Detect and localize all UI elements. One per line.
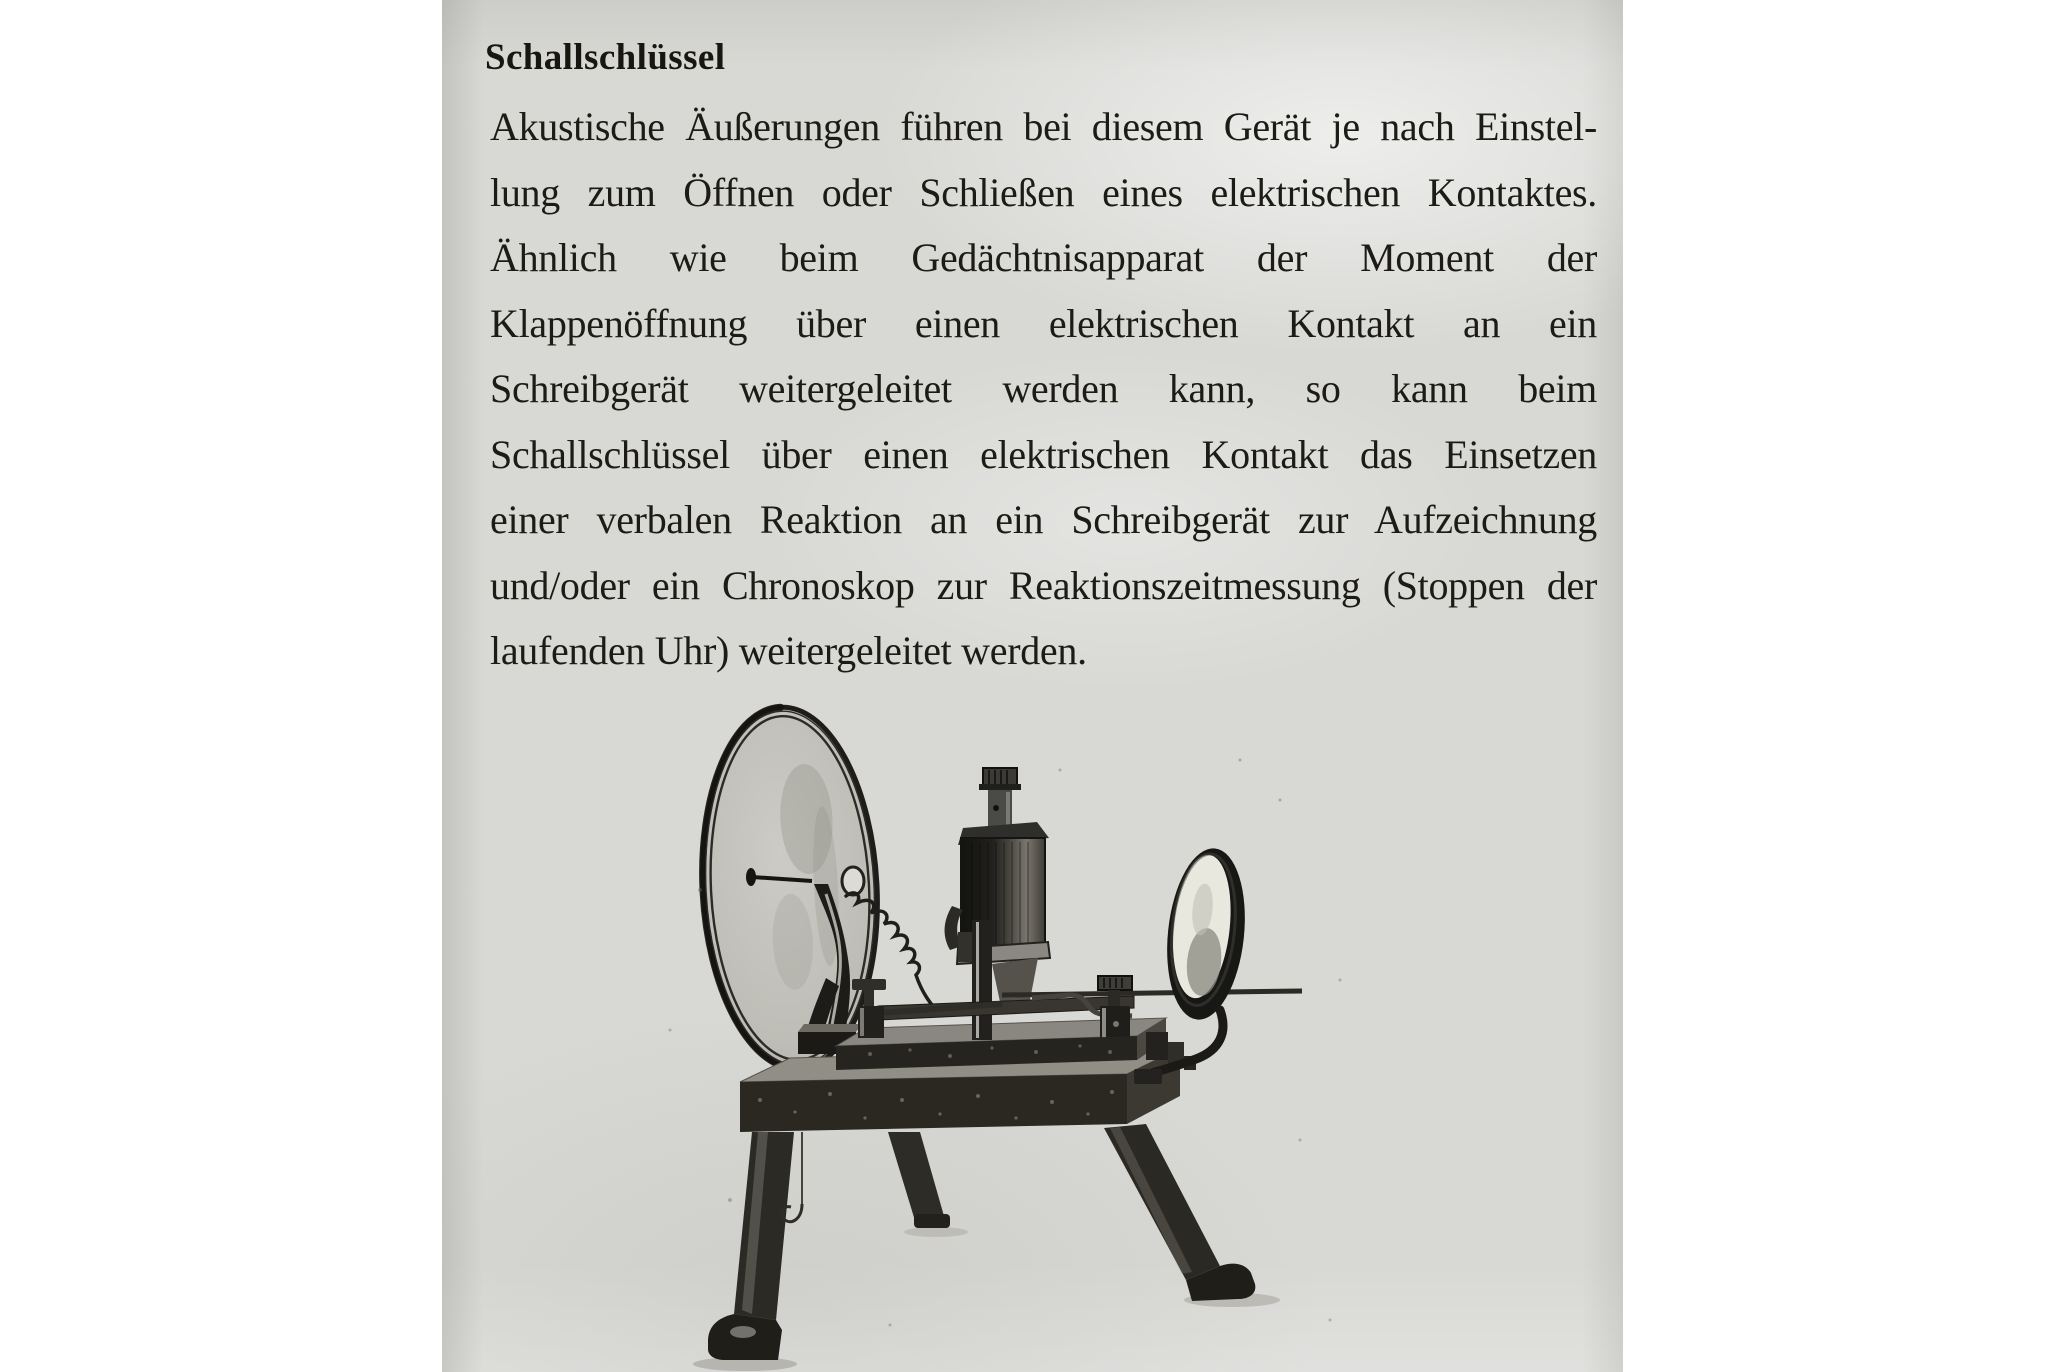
page-title: Schallschlüssel <box>485 37 726 78</box>
body-line: Schreibgerät weitergeleitet werden kann, so kann beim <box>490 366 1597 411</box>
document-page <box>442 0 1623 1372</box>
body-line: Ähnlich wie beim Gedächtnisapparat der Moment der <box>490 235 1597 280</box>
adjustment-screw <box>979 768 1021 790</box>
disc-knob <box>842 867 864 895</box>
body-line: laufenden Uhr) weitergeleitet werden. <box>490 628 1087 673</box>
body-paragraph <box>490 94 1597 684</box>
apparatus-illustration <box>640 680 1360 1372</box>
table-leg-middle <box>888 1132 950 1228</box>
thumb-screw-post <box>1098 976 1132 1044</box>
mirror-disc <box>1159 844 1253 1023</box>
body-line: Klappenöffnung über einen elektrischen Kontakt an ein <box>490 300 1597 346</box>
table-leg-front-left <box>708 1132 794 1360</box>
contact-rod <box>878 991 1302 1020</box>
body-line: und/oder ein Chronoskop zur Reaktionszeitmessung (Stoppen der <box>490 562 1597 608</box>
table-leg-right <box>1104 1124 1255 1301</box>
body-line: einer verbalen Reaktion an ein Schreibgerät zur Aufzeichnung <box>490 497 1597 542</box>
body-line: Schallschlüssel über einen elektrischen Kontakt das Einsetzen <box>490 431 1597 477</box>
body-line: Akustische Äußerungen führen bei diesem Gerät je nach Einstel- <box>490 104 1597 149</box>
body-line: lung zum Öffnen oder Schließen eines elektrischen Kontaktes. <box>490 169 1597 215</box>
